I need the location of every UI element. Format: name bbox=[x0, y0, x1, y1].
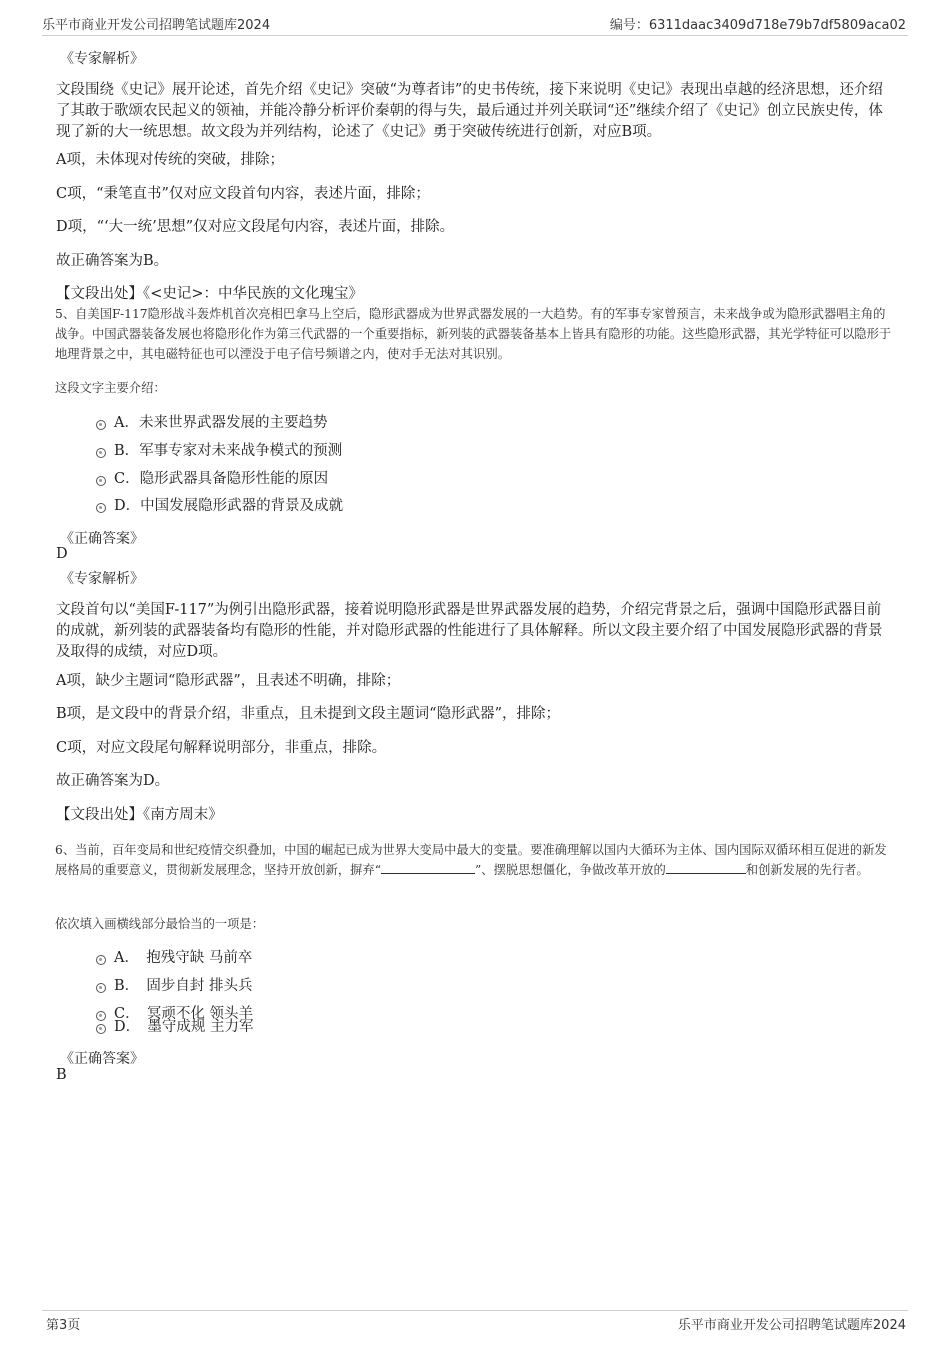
q6-blank-2 bbox=[666, 860, 746, 874]
q4-conclusion: 故正确答案为B。 bbox=[56, 253, 169, 269]
radio-icon[interactable] bbox=[96, 983, 106, 993]
page-number: 第3页 bbox=[46, 1318, 81, 1333]
q6-stem-part-1: 6、当前，百年变局和世纪疫情交织叠加，中国的崛起已成为世界大变局中最大的变量。要准确理解以国内大循环为主体、国内国际双循环相互促进的新发展格局的重要意义，贯彻新发展理念，坚持开放创新，摒弃“ bbox=[55, 843, 887, 877]
q5-line-a: A项，缺少主题词“隐形武器”，且表述不明确，排除； bbox=[56, 673, 401, 689]
radio-icon[interactable] bbox=[96, 1024, 106, 1034]
q5-option-a-label: A．未来世界武器发展的主要趋势 bbox=[114, 415, 328, 431]
q4-line-a: A项，未体现对传统的突破，排除； bbox=[56, 152, 284, 168]
q6-option-a-label: A． 抱残守缺 马前卒 bbox=[114, 950, 253, 966]
q6-blank-1 bbox=[381, 860, 475, 874]
q6-stem-part-2: ”、摆脱思想僵化，争做改革开放的 bbox=[475, 863, 666, 877]
q5-option-d[interactable] bbox=[96, 496, 343, 516]
radio-icon[interactable] bbox=[96, 420, 106, 430]
q6-option-d[interactable] bbox=[96, 1017, 253, 1037]
radio-icon[interactable] bbox=[96, 955, 106, 965]
q5-analysis-tag: 《专家解析》 bbox=[60, 571, 144, 587]
footer-divider bbox=[42, 1310, 908, 1311]
q5-prompt: 这段文字主要介绍： bbox=[55, 381, 166, 395]
q4-source: 【文段出处】《<史记>：中华民族的文化瑰宝》 bbox=[56, 286, 364, 302]
q6-stem bbox=[55, 840, 895, 880]
header-title: 乐平市商业开发公司招聘笔试题库2024 bbox=[42, 18, 271, 33]
q6-answer: B bbox=[56, 1067, 67, 1083]
q4-line-d: D项，“‘大一统’思想”仅对应文段尾句内容，表述片面，排除。 bbox=[56, 219, 455, 235]
radio-icon[interactable] bbox=[96, 476, 106, 486]
footer-title: 乐平市商业开发公司招聘笔试题库2024 bbox=[677, 1318, 906, 1333]
q5-analysis-text: 文段首句以“美国F-117”为例引出隐形武器，接着说明隐形武器是世界武器发展的趋势，介绍完背景之后，强调中国隐形武器目前的成就，新列装的武器装备均有隐形的性能，并对隐形武器的性能进行了具体解释。所以文段主要介绍了中国发展隐形武器的背景及取得的成绩，对应D项。 bbox=[56, 602, 883, 660]
q5-option-b-label: B．军事专家对未来战争模式的预测 bbox=[114, 443, 343, 459]
q5-option-c-label: C．隐形武器具备隐形性能的原因 bbox=[114, 471, 329, 487]
q5-conclusion: 故正确答案为D。 bbox=[56, 773, 170, 789]
q5-source: 【文段出处】《南方周末》 bbox=[56, 807, 223, 823]
q5-option-b[interactable] bbox=[96, 441, 342, 461]
document-id: 编号：6311daac3409d718e79b7df5809aca02 bbox=[609, 18, 906, 33]
q6-option-d-label: D． 墨守成规 主力军 bbox=[114, 1019, 254, 1035]
q5-stem: 5、自美国F-117隐形战斗轰炸机首次亮相巴拿马上空后，隐形武器成为世界武器发展的一大趋势。有的军事专家曾预言，未来战争或为隐形武器唱主角的战争。中国武器装备发展也将隐形化作为第三代武器的一个重要指标，新列装的武器装备基本上皆具有隐形的功能。这些隐形武器，其光学特征可以隐形于地理背景之中，其电磁特征也可以湮没于电子信号频谱之内，使对手无法对其识别。 bbox=[55, 307, 892, 361]
q6-option-b-label: B． 固步自封 排头兵 bbox=[114, 978, 253, 994]
q5-option-a[interactable] bbox=[96, 413, 327, 433]
q6-prompt: 依次填入画横线部分最恰当的一项是： bbox=[55, 917, 265, 931]
q5-option-c[interactable] bbox=[96, 469, 328, 489]
q5-option-d-label: D．中国发展隐形武器的背景及成就 bbox=[114, 498, 344, 514]
q4-analysis-text: 文段围绕《史记》展开论述，首先介绍《史记》突破“为尊者讳”的史书传统，接下来说明《史记》表现出卓越的经济思想，还介绍了其敢于歌颂农民起义的领袖，并能冷静分析评价秦朝的得与失，最后通过并列关联词“还”继续介绍了《史记》创立民族史传，体现了新的大一统思想。故文段为并列结构，论述了《史记》勇于突破传统进行创新，对应B项。 bbox=[56, 82, 883, 140]
q5-answer: D bbox=[56, 546, 68, 562]
q6-option-a[interactable] bbox=[96, 948, 252, 968]
q4-analysis-tag: 《专家解析》 bbox=[60, 51, 144, 67]
q6-stem-part-3: 和创新发展的先行者。 bbox=[745, 863, 869, 877]
q5-line-c: C项，对应文段尾句解释说明部分，非重点，排除。 bbox=[56, 740, 387, 756]
radio-icon[interactable] bbox=[96, 503, 106, 513]
q6-answer-tag: 《正确答案》 bbox=[60, 1051, 144, 1067]
radio-icon[interactable] bbox=[96, 448, 106, 458]
header-divider bbox=[42, 35, 908, 36]
q6-option-c-label: C． 冥顽不化 领头羊 bbox=[114, 1006, 253, 1022]
q5-line-b: B项，是文段中的背景介绍，非重点，且未提到文段主题词“隐形武器”，排除； bbox=[56, 706, 560, 722]
q5-answer-tag: 《正确答案》 bbox=[60, 531, 144, 547]
q4-line-c: C项，“秉笔直书”仅对应文段首句内容，表述片面，排除； bbox=[56, 186, 430, 202]
q6-option-b[interactable] bbox=[96, 976, 253, 996]
